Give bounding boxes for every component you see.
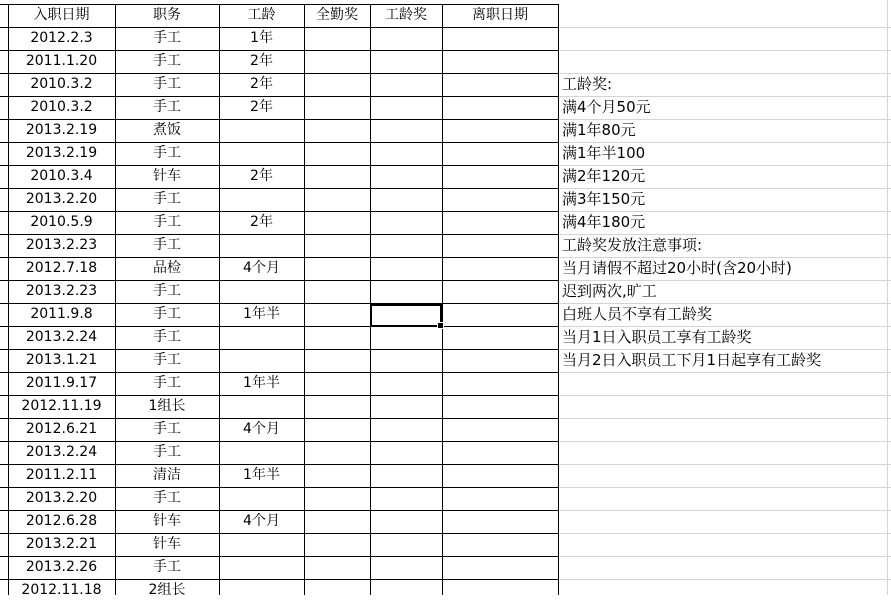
cell-seniority[interactable]: 2年 bbox=[250, 99, 273, 115]
cell-job[interactable]: 手工 bbox=[153, 444, 181, 460]
cell-seniority[interactable]: 4个月 bbox=[243, 513, 280, 529]
cell-job[interactable]: 清洁 bbox=[153, 467, 181, 483]
cell-seniority[interactable] bbox=[219, 234, 304, 257]
cell-hire-date[interactable]: 2011.1.20 bbox=[25, 53, 98, 69]
table-border bbox=[558, 4, 559, 595]
cell-hire-date[interactable]: 2010.3.2 bbox=[30, 76, 93, 92]
cell-job[interactable]: 品检 bbox=[153, 260, 181, 276]
cell-job[interactable]: 手工 bbox=[153, 53, 181, 69]
cell-seniority[interactable]: 1年半 bbox=[243, 467, 280, 483]
cell-hire-date[interactable]: 2012.7.18 bbox=[25, 260, 98, 276]
cell-seniority[interactable] bbox=[219, 556, 304, 579]
note-line: 满4年180元 bbox=[562, 213, 646, 231]
cell-job[interactable]: 煮饭 bbox=[153, 122, 181, 138]
cell-hire-date[interactable]: 2013.2.23 bbox=[25, 237, 98, 253]
cell-seniority[interactable] bbox=[219, 441, 304, 464]
cell-job[interactable]: 2组长 bbox=[148, 582, 186, 598]
gridline bbox=[887, 0, 888, 595]
note-line: 满1年80元 bbox=[562, 121, 636, 139]
gridline bbox=[558, 441, 891, 442]
cell-job[interactable]: 手工 bbox=[153, 76, 181, 92]
cell-hire-date[interactable]: 2013.2.19 bbox=[25, 122, 98, 138]
cell-seniority[interactable]: 4个月 bbox=[243, 260, 280, 276]
cell-job[interactable]: 手工 bbox=[153, 375, 181, 391]
cell-hire-date[interactable]: 2010.3.4 bbox=[30, 168, 93, 184]
cell-seniority[interactable] bbox=[219, 349, 304, 372]
cell-hire-date[interactable]: 2013.2.21 bbox=[25, 536, 98, 552]
caution-line: 当月2日入职员工下月1日起享有工龄奖 bbox=[562, 351, 822, 369]
table-border bbox=[370, 4, 371, 595]
cell-job[interactable]: 针车 bbox=[153, 513, 181, 529]
gridline bbox=[558, 372, 891, 373]
cell-job[interactable]: 针车 bbox=[153, 168, 181, 184]
cell-seniority[interactable]: 2年 bbox=[250, 76, 273, 92]
cell-job[interactable]: 手工 bbox=[153, 99, 181, 115]
cell-hire-date[interactable]: 2012.2.3 bbox=[30, 30, 93, 46]
cell-hire-date[interactable]: 2011.9.8 bbox=[30, 306, 93, 322]
cell-seniority[interactable]: 2年 bbox=[250, 53, 273, 69]
header-job[interactable]: 职务 bbox=[153, 7, 181, 23]
cell-hire-date[interactable]: 2013.2.20 bbox=[25, 191, 98, 207]
caution-line: 当月请假不超过20小时(含20小时) bbox=[562, 259, 792, 277]
cell-hire-date[interactable]: 2010.5.9 bbox=[30, 214, 93, 230]
table-border bbox=[442, 4, 443, 595]
cell-seniority[interactable] bbox=[219, 119, 304, 142]
note-line: 满3年150元 bbox=[562, 190, 646, 208]
header-hire-date[interactable]: 入职日期 bbox=[33, 7, 90, 23]
gridline bbox=[558, 556, 891, 557]
cell-seniority[interactable] bbox=[219, 326, 304, 349]
cell-seniority[interactable] bbox=[219, 142, 304, 165]
gridline bbox=[558, 50, 891, 51]
cell-job[interactable]: 手工 bbox=[153, 145, 181, 161]
cell-job[interactable]: 手工 bbox=[153, 283, 181, 299]
note-line: 满1年半100 bbox=[562, 144, 646, 162]
table-border bbox=[304, 4, 305, 595]
header-seniority[interactable]: 工龄 bbox=[247, 7, 276, 23]
cell-hire-date[interactable]: 2012.11.19 bbox=[21, 398, 102, 414]
header-leave-date[interactable]: 离职日期 bbox=[472, 7, 528, 23]
cell-hire-date[interactable]: 2013.2.20 bbox=[25, 490, 98, 506]
cell-hire-date[interactable]: 2011.9.17 bbox=[25, 375, 98, 391]
caution-line: 白班人员不享有工龄奖 bbox=[562, 305, 713, 323]
gridline bbox=[558, 579, 891, 580]
cell-job[interactable]: 手工 bbox=[153, 421, 181, 437]
cell-job[interactable]: 手工 bbox=[153, 214, 181, 230]
cell-seniority[interactable] bbox=[219, 533, 304, 556]
gridline bbox=[558, 395, 891, 396]
header-seniority-bonus[interactable]: 工龄奖 bbox=[385, 7, 427, 23]
cell-hire-date[interactable]: 2013.2.24 bbox=[25, 329, 98, 345]
cell-hire-date[interactable]: 2012.6.28 bbox=[25, 513, 98, 529]
cell-seniority[interactable] bbox=[219, 487, 304, 510]
cell-seniority[interactable] bbox=[219, 280, 304, 303]
cell-seniority[interactable]: 2年 bbox=[250, 168, 273, 184]
note-line: 满2年120元 bbox=[562, 167, 646, 185]
cell-job[interactable]: 手工 bbox=[153, 306, 181, 322]
cell-job[interactable]: 手工 bbox=[153, 490, 181, 506]
cell-job[interactable]: 手工 bbox=[153, 352, 181, 368]
gridline bbox=[558, 510, 891, 511]
gridline bbox=[558, 487, 891, 488]
gridline bbox=[558, 464, 891, 465]
fill-handle[interactable] bbox=[437, 322, 444, 329]
caution-line: 当月1日入职员工享有工龄奖 bbox=[562, 328, 752, 346]
note-title: 工龄奖: bbox=[562, 75, 613, 93]
cell-seniority[interactable] bbox=[219, 395, 304, 418]
cell-seniority[interactable]: 1年半 bbox=[243, 306, 280, 322]
cell-seniority[interactable]: 4个月 bbox=[243, 421, 280, 437]
caution-title: 工龄奖发放注意事项: bbox=[562, 236, 703, 254]
cell-job[interactable]: 手工 bbox=[153, 30, 181, 46]
selected-cell-cursor[interactable] bbox=[370, 304, 442, 327]
cell-hire-date[interactable]: 2012.6.21 bbox=[25, 421, 98, 437]
cell-hire-date[interactable]: 2013.2.19 bbox=[25, 145, 98, 161]
gridline bbox=[558, 27, 891, 28]
cell-hire-date[interactable]: 2012.11.18 bbox=[21, 582, 102, 598]
cell-job[interactable]: 手工 bbox=[153, 237, 181, 253]
cell-job[interactable]: 手工 bbox=[153, 329, 181, 345]
header-attendance-bonus[interactable]: 全勤奖 bbox=[316, 7, 358, 23]
cell-hire-date[interactable]: 2013.2.23 bbox=[25, 283, 98, 299]
cell-job[interactable]: 手工 bbox=[153, 559, 181, 575]
cell-seniority[interactable]: 1年 bbox=[250, 30, 273, 46]
cell-job[interactable]: 针车 bbox=[153, 536, 181, 552]
cell-hire-date[interactable]: 2013.1.21 bbox=[25, 352, 98, 368]
note-line: 满4个月50元 bbox=[562, 98, 651, 116]
caution-line: 迟到两次,旷工 bbox=[562, 282, 657, 300]
cell-seniority[interactable] bbox=[219, 188, 304, 211]
gridline bbox=[558, 533, 891, 534]
cell-hire-date[interactable]: 2011.2.11 bbox=[25, 467, 98, 483]
cell-seniority[interactable] bbox=[219, 579, 304, 602]
cell-job[interactable]: 手工 bbox=[153, 191, 181, 207]
cell-seniority[interactable]: 2年 bbox=[250, 214, 273, 230]
cell-hire-date[interactable]: 2010.3.2 bbox=[30, 99, 93, 115]
cell-hire-date[interactable]: 2013.2.24 bbox=[25, 444, 98, 460]
cell-seniority[interactable]: 1年半 bbox=[243, 375, 280, 391]
gridline bbox=[558, 418, 891, 419]
cell-hire-date[interactable]: 2013.2.26 bbox=[25, 559, 98, 575]
cell-job[interactable]: 1组长 bbox=[148, 398, 186, 414]
